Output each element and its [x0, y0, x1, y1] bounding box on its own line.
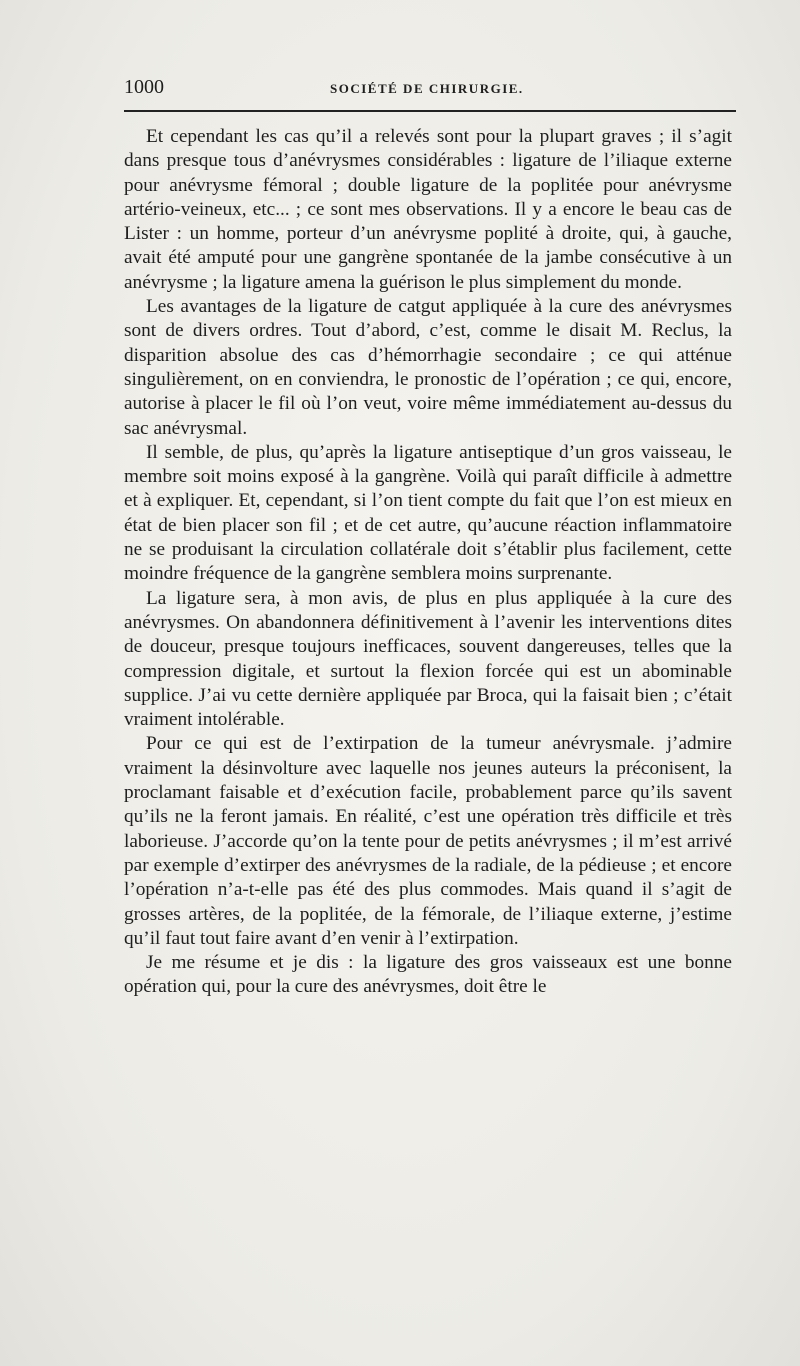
- page-header: [124, 74, 736, 106]
- paragraph: Les avantages de la ligature de catgut appliquée à la cure des anévrysmes sont de divers ordres. Tout d’abord, c’est, comme le disait M. Reclus, la disparition absolue des cas d’hémorrhagie secondaire ; ce qui atténue singulièrement, on en conviendra, le pronostic de l’opération ; ce qui, encore, autorise à placer le fil où l’on veut, voire même immédiatement au-dessus du sac anévrysmal.: [124, 296, 732, 439]
- paragraph: Et cependant les cas qu’il a relevés sont pour la plupart graves ; il s’agit dans presque tous d’anévrysmes considérables : ligature de l’iliaque externe pour anévrysme fémoral ; double ligature de la poplitée pour anévrysme artério-veineux, etc... ; ce sont mes observations. Il y a encore le beau cas de Lister : un homme, porteur d’un anévrysme poplité à droite, qui, à gauche, avait été amputé pour une gangrène spontanée de la jambe consécutive à un anévrysme ; la ligature amena la guérison le plus simplement du monde.: [124, 126, 732, 293]
- running-head: SOCIÉTÉ DE CHIRURGIE.: [330, 81, 524, 96]
- header-rule: [124, 110, 736, 112]
- body-text: [124, 125, 732, 1000]
- paragraph: La ligature sera, à mon avis, de plus en plus appliquée à la cure des anévrysmes. On abandonnera définitivement à l’avenir les interventions dites de douceur, presque toujours inefficaces, souvent dangereuses, telles que la compression digitale, et surtout la flexion forcée qui est un abominable supplice. J’ai vu cette dernière appliquée par Broca, qui la faisait bien ; c’était vraiment intolérable.: [124, 587, 732, 731]
- page-number: 1000: [124, 76, 164, 98]
- paragraph: Pour ce qui est de l’extirpation de la tumeur anévrysmale. j’admire vraiment la désinvolture avec laquelle nos jeunes auteurs la préconisent, la proclamant faisable et d’exécution facile, probablement parce qu’ils savent qu’ils ne la feront jamais. En réalité, c’est une opération très difficile et très laborieuse. J’accorde qu’on la tente pour de petits anévrysmes ; il m’est arrivé par exemple d’extirper des anévrysmes de la radiale, de la pédieuse ; et encore l’opération n’a-t-elle pas été des plus commodes. Mais quand il s’agit de grosses artères, de la poplitée, de la fémorale, de l’iliaque externe, j’estime qu’il faut tout faire avant d’en venir à l’extirpation.: [124, 733, 732, 949]
- paragraph: Je me résume et je dis : la ligature des gros vaisseaux est une bonne opération qui, pour la cure des anévrysmes, doit être le: [124, 952, 732, 998]
- paragraph: Il semble, de plus, qu’après la ligature antiseptique d’un gros vaisseau, le membre soit moins exposé à la gangrène. Voilà qui paraît difficile à admettre et à expliquer. Et, cependant, si l’on tient compte du fait que l’on est mieux en état de bien placer son fil ; et de cet autre, qu’aucune réaction inflammatoire ne se produisant la circulation collatérale doit s’établir plus facilement, cette moindre fréquence de la gangrène semblera moins surprenante.: [124, 441, 732, 585]
